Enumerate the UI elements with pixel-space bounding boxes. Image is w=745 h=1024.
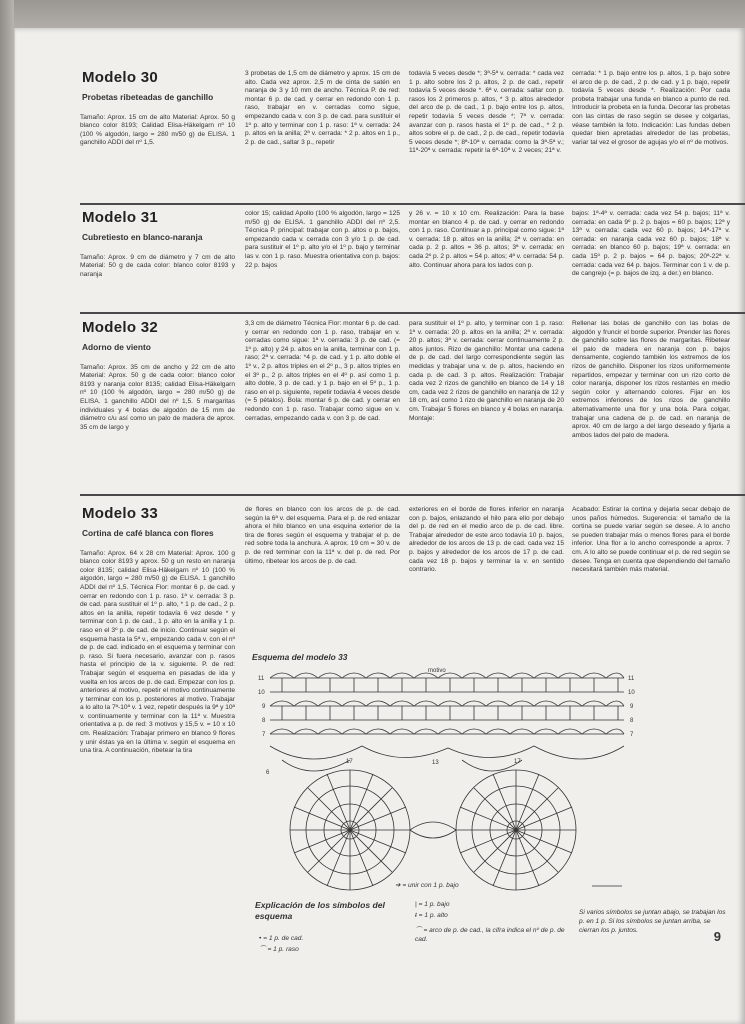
flower-motif — [290, 770, 410, 890]
section-modelo-30 — [80, 70, 735, 200]
column — [572, 320, 730, 492]
single-crochet-icon: | — [415, 901, 419, 908]
column — [409, 70, 564, 200]
legend-cad: • = 1 p. de cad. — [259, 935, 304, 942]
column — [80, 70, 235, 200]
column — [572, 506, 730, 631]
divider — [80, 494, 745, 496]
text-block: Tamaño: Aprox. 15 cm de alto Material: Aprox. 50 g blanco color 8193; Calidad Elisa-Häkelgarn nº 10 (100 % algodón, largo = 280 m/50 g) de ELISA. 1 ganchillo ADDI del nº 1,5. — [80, 113, 235, 147]
model-title: Modelo 33 — [82, 506, 159, 522]
text-block: 3 probetas de 1,5 cm de diámetro y aprox. 15 cm de alto. Cada vez aprox. 2,5 m de cinta de satén en naranja de 3 y 10 mm de ancho. Técnica P. de red: montar 6 p. de cad. y cerrar en redondo con 1 p. raso, trabajar en v. cerradas como sigue, empezando cada v. con 3 p. de cad. para sustituir el 1º p. alto y terminar con 1 p. raso: 1ª v. cerrada: 24 p. altos en la anilla; 2ª v. cerrada: * 2 p. altos en 1 p., 2 p. de cad., saltar 3 p., repetir — [245, 70, 400, 146]
svg-text:9: 9 — [262, 704, 266, 710]
model-subtitle: Adorno de viento — [82, 341, 151, 352]
legend-raso: ⌒ = 1 p. raso — [259, 946, 299, 953]
legend-bajo: | = 1 p. bajo — [415, 901, 450, 908]
svg-text:8: 8 — [262, 718, 266, 724]
section-modelo-31 — [80, 210, 735, 310]
section-modelo-32 — [80, 320, 735, 492]
net-rows — [270, 673, 624, 734]
text-block: todavía 5 veces desde *; 3ª-5ª v. cerrada: * cada vez 1 p. alto sobre los 2 p. altos, 2 p. de cad., repetir todavía 5 veces desde *. 6ª v. cerrada: saltar con p. rasos los 2 primeros p. altos, * 3 p. altos alrededor del arco de p. de cad., 1 p. bajo entre los p. altos, repetir todavía 5 veces desde *; 7ª v. cerrada: avanzar con p. rasos hasta el 1º p. de cad., * 2 p. altos sobre el p. de cad., 2 p. de cad., repetir todavía 5 veces desde *; 8ª-10ª v. cerrada: como la 3ª-5ª v.; 11ª-20ª v. cerrada: repetir la 6ª-10ª v. 2 veces; 21ª v. — [409, 70, 564, 155]
column — [245, 506, 400, 631]
svg-text:8: 8 — [630, 718, 634, 724]
chain-arc-icon: ⌒ — [415, 927, 424, 934]
svg-text:11: 11 — [258, 676, 265, 682]
slip-stitch-icon: ⌒ — [259, 946, 268, 953]
column — [409, 506, 564, 631]
legend-unir: ➔ = unir con 1 p. bajo — [395, 882, 459, 889]
text-block: de flores en blanco con los arcos de p. de cad. según la 6ª v. del esquema. Para el p. de red enlazar ahora el hilo blanco en una esquina exterior de la tira de flores según el esquema y trabajar el p. de red sobre toda la anchura. A aprox. 19 cm = 30 v. de p. de red terminar con la 11ª v. del p. de red. Por último, ribetear los arcos de p. de cad. — [245, 506, 400, 565]
column — [409, 210, 564, 310]
stitch-columns — [282, 678, 618, 720]
legend-title: Explicación de los símbolos del esquema — [255, 900, 385, 921]
unir-symbol-icon: ➔ — [395, 882, 403, 889]
chain-stitch-icon: • — [259, 935, 264, 942]
column — [80, 320, 235, 492]
legend-note: Si varios símbolos se juntan abajo, se trabajan los p. en 1 p. Si los símbolos se juntan arriba, se cierran los p. juntos. — [579, 909, 726, 934]
svg-text:17: 17 — [514, 759, 521, 765]
column — [572, 210, 730, 310]
column — [572, 70, 730, 200]
top-strip — [14, 0, 745, 28]
model-subtitle: Probetas ribeteadas de ganchillo — [82, 91, 214, 102]
legend-arco: ⌒ = arco de p. de cad., la cifra indica el nº de p. de cad. — [415, 927, 565, 943]
model-subtitle: Cortina de café blanca con flores — [82, 527, 214, 538]
model-title: Modelo 31 — [82, 210, 159, 226]
magazine-page — [14, 28, 745, 1024]
crochet-schema-diagram — [252, 664, 644, 896]
model-subtitle: Cubretiesto en blanco-naranja — [82, 231, 203, 242]
text-block: 3,3 cm de diámetro Técnica Flor: montar 6 p. de cad. y cerrar en redondo con 1 p. raso, trabajar en v. cerradas como sigue: 1ª v. cerrada: 3 p. de cad. (= 1º p. alto) y 24 p. altos en la anilla, terminar con 1 p. raso; 2ª v. cerrada: *4 p. de cad. y 1 p. alto doble el 1º v., 2 p. altos triples en el 2º p., 3 p. altos triples en el 3º p., 2 p. altos triples en el 4º p. así como 1 p. alto doble, 3 p. de cad. y 1 p. bajo en el 5º p., 1 p. raso en el p. siguiente, repetir todavía 4 veces desde (= 5 pétalos). Bola: montar 6 p. de cad. y cerrar en redondo con 1 p. raso. Trabajar como sigue en v. cerradas, empezando cada v. con 3 p. de cad. — [245, 320, 400, 422]
svg-text:7: 7 — [630, 732, 634, 738]
text-block: bajos: 1ª-4ª v. cerrada: cada vez 54 p. bajos; 11ª v. cerrada: en cada 9º p. 2 p. bajos = 60 p. bajos; 12ª y 13ª v. cerrada: cada vez 60 p. bajos; 14ª-17ª v. cerrada: en naranja cada vez 60 p. bajos; 18ª v. cerrada: en blanco 60 p. bajos; 19ª v. cerrada: en cada 15º p. 2 p. bajos = 64 p. bajos; 20ª-22ª v. cerrada: cada vez 64 p. bajos. Terminar con 1 v. de p. de cangrejo (= p. bajos de izq. a der.) en blanco. — [572, 210, 730, 278]
svg-text:10: 10 — [628, 690, 635, 696]
column — [245, 320, 400, 492]
model-title: Modelo 32 — [82, 320, 159, 336]
svg-text:6: 6 — [266, 770, 270, 776]
text-block: para sustituir el 1º p. alto, y terminar con 1 p. raso: 1ª v. cerrada: 20 p. altos en la anilla; 2ª v. cerrada: 20 p. altos; 3ª v. cerrada: cerrar continuamente 2 p. altos juntos. Rizo de ganchillo: Montar una cadena de p. de cad. del largo correspondiente según las medidas y trabajar una v. de p. altos, haciendo en cada p. de cad. 3 p. altos. Realización: Trabajar cada vez 2 rizos de ganchillo en blanco de 14 y 18 cm, cada vez 2 rizos de ganchillo en naranja de 12 y 18 cm, así como 1 rizo de ganchillo en naranja de 20 cm. Trabajar 5 flores en blanco y 4 bolas en naranja. Montaje: — [409, 320, 564, 422]
schema-title: Esquema del modelo 33 — [252, 652, 348, 662]
column — [80, 506, 235, 966]
column — [409, 320, 564, 492]
svg-text:13: 13 — [432, 760, 439, 766]
text-block: Tamaño: Aprox. 9 cm de diámetro y 7 cm de alto Material: 50 g de cada color: blanco color 8193 y naranja — [80, 253, 235, 278]
text-block: Tamaño: Aprox. 64 x 28 cm Material: Aprox. 100 g blanco color 8193 y aprox. 50 g un resto en naranja color 8135; calidad Elisa-Häkelgarn nº 10 (100 % algodón, largo = 280 m/50 g) de ELISA. 1 ganchillo ADDI del nº 1,5. Técnica Flor: montar 6 p. de cad. y cerrar en redondo con 1 p. raso. 1ª v. cerrada: 3 p. de cad. para sustituir el 1º p. alto, * 1 p. de cad., 2 p. altos en la anilla, repetir todavía 6 vez desde * y terminar con 1 p. de cad., 1 p. alto en la anilla y 1 p. raso en el 3º p. de cad. de inicio. Continuar según el esquema hasta la 5ª v., empezando cada v. con el nº de p. de cad. indicado en el esquema y terminar con p. raso. Si fuera necesario, avanzar con p. rasos hasta el principio de la v. siguiente. P. de red: Trabajar según el esquema en pasadas de ida y vuelta en los arcos de p. de cad. Empezar con los p. anteriores al motivo, repetir el motivo continuamente y terminar con los p. posteriores al motivo. Trabajar a lo alto la 7ª-10ª v. 1 vez, repetir después la 9ª y 10ª v. continuamente y terminar con la 11ª v. Muestra orientativa a p. de red: 3 motivos y 15,5 v. = 10 x 10 cm. Realización: Trabajar primero en blanco 9 flores y unir éstas ya en la última v. según el esquema en una tira. A continuación, ribetear la tira — [80, 549, 235, 755]
page-number: 9 — [713, 929, 721, 944]
double-crochet-icon: ŧ — [415, 912, 419, 919]
svg-text:motivo: motivo — [428, 668, 446, 674]
svg-text:17: 17 — [346, 759, 353, 765]
divider — [80, 203, 745, 205]
text-block: color 15; calidad Apollo (100 % algodón, largo = 125 m/50 g) de ELISA. 1 ganchillo ADDI del nº 2,5. Técnica P. principal: trabajar con p. altos o p. bajos, empezando cada v. cerrada con 3 y/o 1 p. de cad. para sustituir el 1º p. alto y/o el 1º p. bajo y terminar las v. con 1 p. raso. Muestra orientativa con p. bajos: 22 p. bajos — [245, 210, 400, 269]
column — [245, 210, 400, 310]
text-block: Tamaño: Aprox. 35 cm de ancho y 22 cm de alto Material: Aprox. 50 g de cada color: blanco color 8193 y naranja color 8135; calidad Elisa-Häkelgarn nº 10 (100 % algodón, largo = 280 m/50 g) de ELISA. 1 ganchillo ADDI del nº 1,5. 5 margaritas individuales y 4 bolas de algodón de 15 mm de diámetro c/u así como un palo de madera de aprox. 35 cm de largo y — [80, 363, 235, 431]
column — [80, 210, 235, 310]
text-block: Rellenar las bolas de ganchillo con las bolas de algodón y fruncir el borde superior. Prender las flores de ganchillo sobre las flores de margaritas. Ribetear el palo de madera en naranja con p. bajos densamente, cogiendo también los extremos de los rizos de ganchillo. Disponer los rizos uniformemente repartidos, empezar y terminar con un rizo corto de color naranja, disponer los rizos restantes en medio según color y alternando colores. Fijar en los extremos inferiores de los rizos de ganchillo alternativamente una flor y una bola. Para colgar, trabajar una cadena de p. de cad. en naranja de aprox. 40 cm de largo a del largo deseado y fijarla a ambos lados del palo de madera. — [572, 320, 730, 439]
binding-edge — [0, 0, 14, 1024]
model-title: Modelo 30 — [82, 70, 159, 86]
divider — [80, 312, 745, 314]
svg-text:10: 10 — [258, 690, 265, 696]
svg-text:11: 11 — [628, 676, 635, 682]
flower-motif — [456, 770, 576, 890]
column — [245, 70, 400, 200]
legend-alto: ŧ = 1 p. alto — [415, 912, 448, 919]
svg-text:9: 9 — [630, 704, 634, 710]
text-block: Acabado: Estirar la cortina y dejarla secar debajo de unos paños húmedos. Sugerencia: el tamaño de la cortina se puede variar según se desee. A lo ancho se pueden trabajar más o menos flores para el borde inferior. Una flor a lo ancho corresponde a aprox. 7 cm. A lo alto se puede continuar el p. de red según se desee. Tenga en cuenta que dependiendo del tamaño necesitará también más material. — [572, 506, 730, 574]
text-block: exteriores en el borde de flores inferior en naranja con p. bajos, enlazando el hilo para ello por debajo del p. de red en el medio arco de p. de cad. libre. Trabajar alrededor de este arco todavía 10 p. bajos, alrededor de los arcos de 13 p. de cad. cada vez 15 p. bajos y alrededor de los arcos de 17 p. de cad. cada vez 18 p. bajos y terminar la v. en sentido contrario. — [409, 506, 564, 574]
svg-text:7: 7 — [262, 732, 266, 738]
text-block: y 26 v. = 10 x 10 cm. Realización: Para la base montar en blanco 4 p. de cad. y cerrar en redondo con 1 p. raso. Continuar a p. principal como sigue: 1ª v. cerrada: 18 p. altos en la anilla; 2ª v. cerrada: en cada p. 2 p. altos = 36 p. altos; 3ª v. cerrada: en cada 2º p. 2 p. altos = 54 p. altos; 4ª v. cerrada: 54 p. alto. Continuar ahora para los lados con p. — [409, 210, 564, 269]
text-block: cerrada: * 1 p. bajo entre los p. altos, 1 p. bajo sobre el arco de p. de cad., 2 p. de cad. y 1 p. bajo, repetir todavía 5 veces desde *. Realización: Por cada probeta trabajar una funda en blanco a punto de red. Introducir la probeta en la funda. Decorar las probetas con las cintas de raso según se desee y colgarlas, véase también la foto. Indicación: Las fundas deben quedar bien apretadas alrededor de las probetas, variar tal vez el grosor de agujas y/o el nº de motivos. — [572, 70, 730, 146]
